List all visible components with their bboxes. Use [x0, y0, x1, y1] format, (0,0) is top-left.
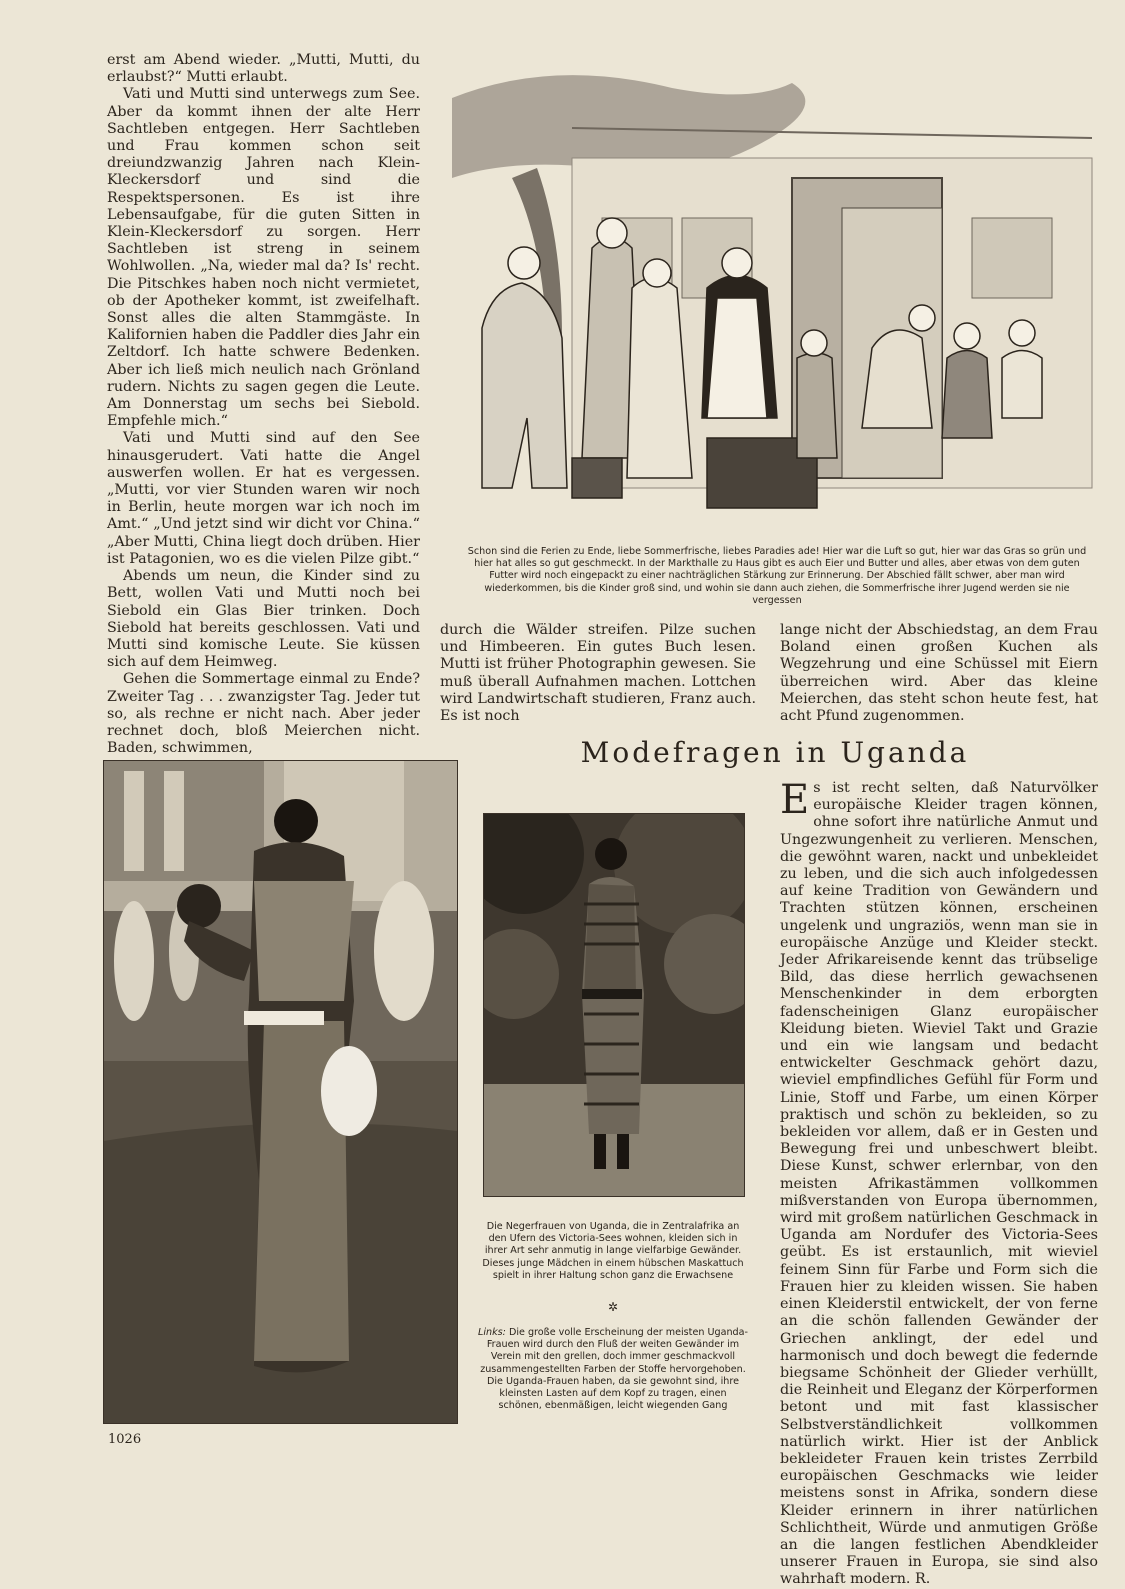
article-title: Modefragen in Uganda	[580, 736, 970, 769]
story-paragraph: Gehen die Sommertage einmal zu Ende? Zweiter Tag . . . zwanzigster Tag. Jeder tut so, als rechne er nicht nach. Aber jeder rechnet doch, bloß Meierchen nicht. Baden, schwimmen,	[107, 671, 420, 757]
uganda-article-body	[780, 777, 1098, 1589]
separator-asterisk: ✲	[607, 1300, 619, 1314]
story-paragraph: Vati und Mutti sind auf den See hinausgerudert. Vati hatte die Angel auswerfen wollen. Er hat es vergessen. „Mutti, vor vier Stunden waren wir noch in Berlin, heute morgen war ich noch im Amt.“ „Und jetzt sind wir dicht vor China.“ „Aber Mutti, China liegt doch drüben. Hier ist Patagonien, wo es die vielen Pilze gibt.“	[107, 430, 420, 567]
story-paragraph: Vati und Mutti sind unterwegs zum See. Aber da kommt ihnen der alte Herr Sachtleben entgegen. Herr Sachtleben und Frau kommen schon seit dreiundzwanzig Jahren nach Klein-Kleckersdorf und sind die Respektspersonen. Es ist ihre Lebensaufgabe, für die guten Sitten in Klein-Kleckersdorf zu sorgen. Herr Sachtleben ist streng in seinem Wohlwollen. „Na, wieder mal da? Is' recht. Die Pitschkes haben noch nicht vermietet, ob der Apotheker kommt, ist zweifelhaft. Sonst alles die alten Stammgäste. In Kalifornien haben die Paddler dies Jahr ein Zeltdorf. Ich hatte schwere Bedenken. Aber ich ließ mich neulich nach Grönland rudern. Nichts zu sagen gegen die Leute. Am Donnerstag um sechs bei Siebold. Empfehle mich.“	[107, 86, 420, 430]
caption-text: Die große volle Erscheinung der meisten Uganda-Frauen wird durch den Fluß der weiten Gewänder im Verein mit den grellen, doch immer geschmackvoll zusammengestellten Farben der Stoffe hervorgehoben. Die Uganda-Frauen haben, da sie gewohnt sind, ihre kleinsten Lasten auf dem Kopf zu tragen, einen schönen, ebenmäßigen, leicht wiegenden Gang	[480, 1327, 748, 1412]
girl-photo-caption: Die Negerfrauen von Uganda, die in Zentralafrika an den Ufern des Victoria-Sees wohnen, kleiden sich in ihrer Art sehr anmutig in lange vielfarbige Gewänder. Dieses junge Mädchen in einem hübschen Maskattuch spielt in ihrer Haltung schon ganz die Erwachsene	[482, 1221, 744, 1281]
story-paragraph: erst am Abend wieder. „Mutti, Mutti, du erlaubst?“ Mutti erlaubt.	[107, 52, 420, 86]
story-paragraph: lange nicht der Abschiedstag, an dem Frau Boland einen großen Kuchen als Wegzehrung und eine Schüssel mit Eiern überreichen wird. Aber das kleine Meierchen, das steht schon heute fest, hat acht Pfund zugenommen.	[780, 622, 1098, 725]
page-number: 1026	[108, 1432, 142, 1447]
story-column-3	[780, 622, 1098, 725]
farewell-illustration	[452, 58, 1096, 528]
woman-photo-caption	[477, 1327, 749, 1412]
article-body-text: s ist recht selten, daß Naturvölker europäische Kleider tragen können, ohne sofort ihre natürliche Anmut und Ungezwungenheit zu verlieren. Menschen, die gewöhnt waren, nackt und unbekleidet zu leben, und die sich auch infolgedessen auf keine Tradition von Gewändern und Trachten stützen können, erscheinen ungelenk und ungraziös, wenn man sie in europäische Anzüge und Kleider steckt. Jeder Afrikareisende kennt das trübselige Bild, das diese herrlich gewachsenen Menschenkinder in dem erborgten fadenscheinigen Glanz europäischer Kleidung bieten. Wieviel Takt und Grazie und ein wie langsam und bedacht entwickelter Geschmack gehört dazu, wieviel empfindliches Gefühl für Form und Linie, Stoff und Farbe, um einen Körper praktisch und schön zu bekleiden, so zu bekleiden vor allem, daß er in Gesten und Bewegung frei und unbeschwert bleibt. Diese Kunst, schwer erlernbar, von den meisten Afrikastämmen vollkommen mißverstanden von Europa übernommen, wird mit großem natürlichen Geschmack in Uganda am Nordufer des Victoria-Sees geübt. Es ist erstaunlich, mit wieviel feinem Sinn für Farbe und Form sich die Frauen hier zu kleiden wissen. Sie haben einen Kleiderstil entwickelt, der von ferne an die schön fallenden Gewänder der Griechen anklingt, der edel und harmonisch und doch bewegt die federnde biegsame Schönheit der Glieder verhüllt, die Reinheit und Eleganz der Körperformen betont und mit fast klassischer Selbstverständlichkeit vollkommen natürlich wirkt. Hier ist der Anblick bekleideter Frauen kein tristes Zerrbild europäischen Geschmacks wie leider meistens sonst in Afrika, sondern diese Kleider erinnern in ihrer natürlichen Schlichtheit, Würde und anmutigen Größe an die langen festlichen Abendkleider unserer Frauen in Europa, sie sind also wahrhaft modern. R.	[780, 780, 1098, 1588]
uganda-woman-photo	[103, 760, 458, 1424]
story-paragraph: durch die Wälder streifen. Pilze suchen und Himbeeren. Ein gutes Buch lesen. Mutti ist früher Photographin gewesen. Sie muß überall Aufnahmen machen. Lottchen wird Landwirtschaft studieren, Franz auch. Es ist noch	[440, 622, 756, 725]
story-column-1	[107, 52, 420, 757]
story-column-2	[440, 622, 756, 725]
story-paragraph: Abends um neun, die Kinder sind zu Bett, wollen Vati und Mutti noch bei Siebold ein Glas Bier trinken. Doch Siebold hat bereits geschlossen. Vati und Mutti sind komische Leute. Sie küssen sich auf dem Heimweg.	[107, 568, 420, 671]
drop-cap: E	[780, 777, 810, 823]
article-paragraph	[780, 777, 1098, 1589]
caption-label: Links:	[478, 1327, 506, 1338]
illustration-caption: Schon sind die Ferien zu Ende, liebe Sommerfrische, liebes Paradies ade! Hier war die Luft so gut, hier war das Gras so grün und hier hat alles so gut geschmeckt. In der Markthalle zu Haus gibt es auch Eier und Butter und alles, aber etwas von dem guten Futter wird noch eingepackt zu einer nachträglichen Stärkung zur Erinnerung. Der Abschied fällt schwer, aber man wird wiederkommen, bis die Kinder groß sind, und wohin sie dann auch ziehen, die Sommerfrische ihrer Jugend werden sie nie vergessen	[467, 546, 1087, 606]
uganda-girl-photo	[483, 813, 745, 1197]
